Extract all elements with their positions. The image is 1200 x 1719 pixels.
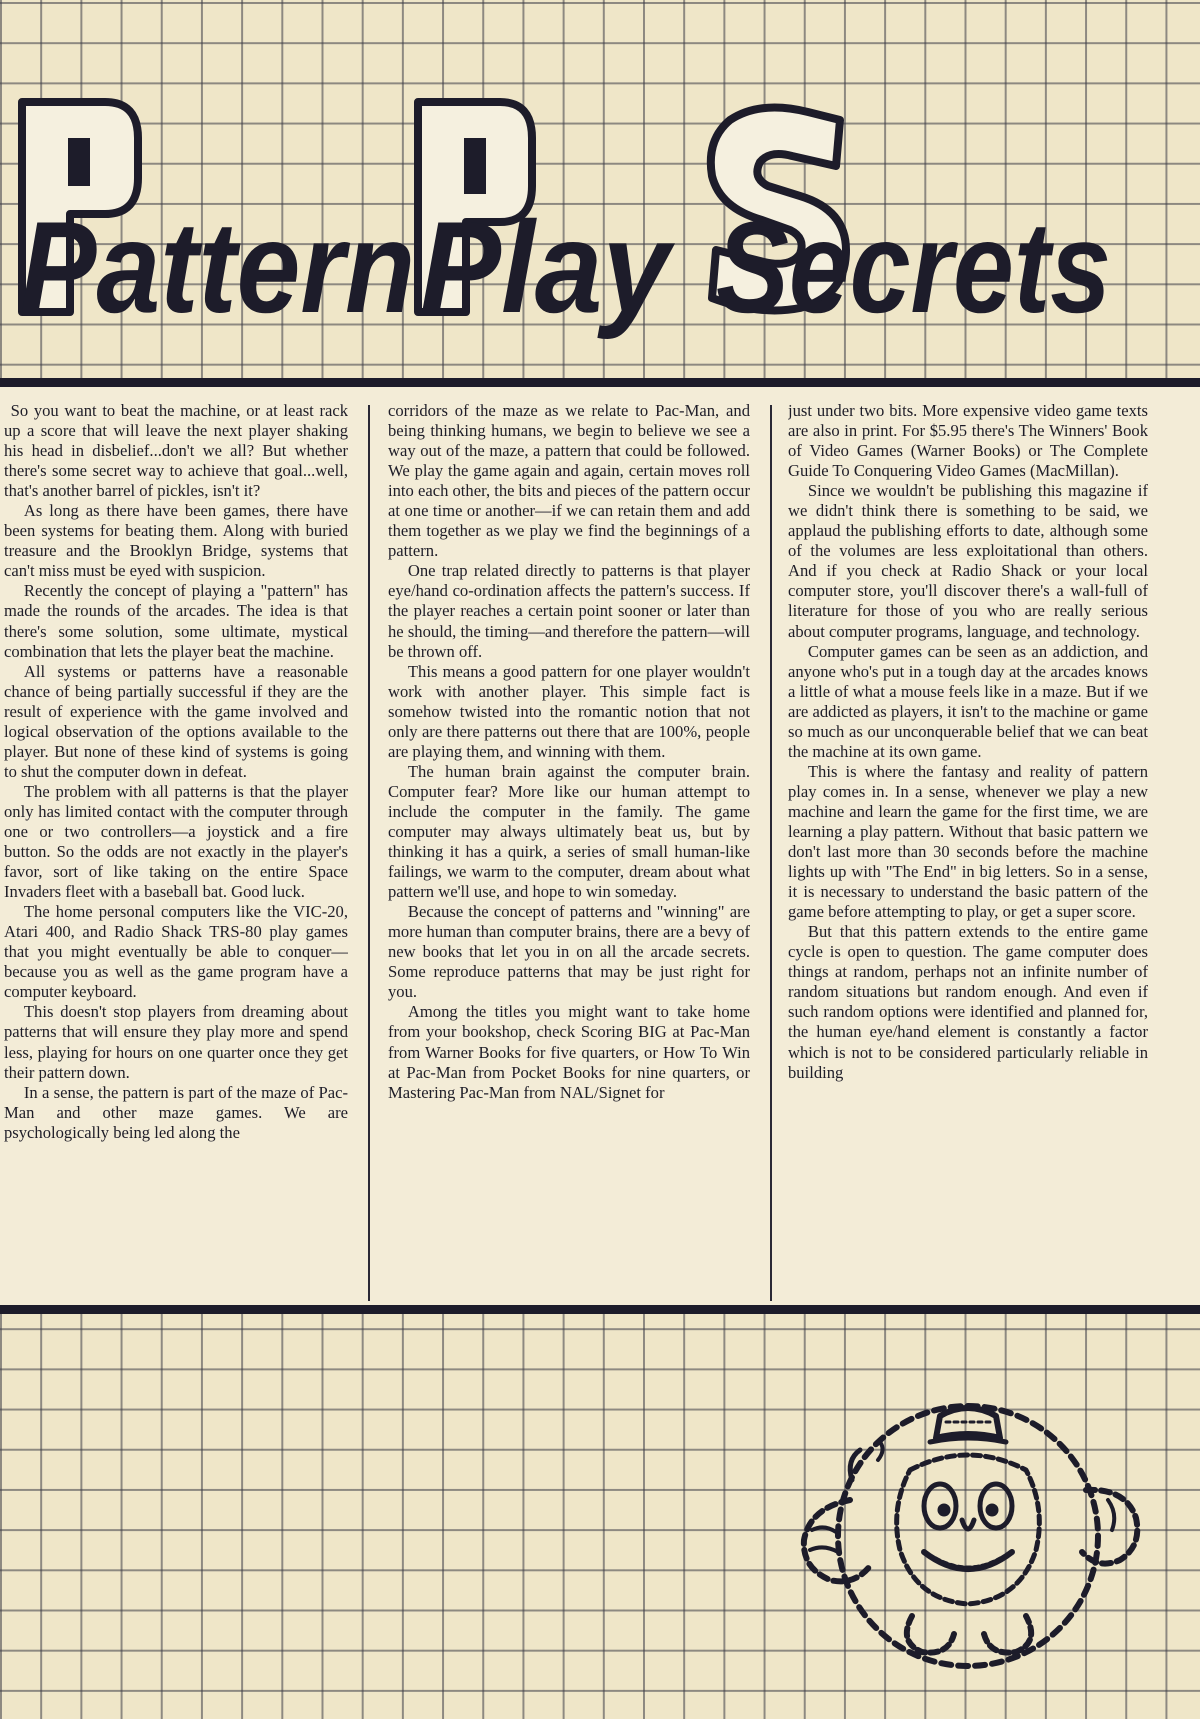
bottom-rule bbox=[0, 1305, 1200, 1314]
paragraph: Since we wouldn't be publishing this magazine if we didn't think there is something to be said, we applaud the publishing efforts to date, although some of the volumes are less exploitational than others. And if you check at Radio Shack or your local computer store, you'll discover there's a wall-full of literature for those of you who are really serious about computer programs, language, and technology. bbox=[788, 481, 1148, 641]
top-rule bbox=[0, 378, 1200, 387]
paragraph: corridors of the maze as we relate to Pac-Man, and being thinking humans, we begin to believe we see a way out of the maze, a pattern that could be followed. We play the game again and again, certain moves roll into each other, the bits and pieces of the pattern occur at one time or another—if we can retain them and add them together as we play we find the beginnings of a pattern. bbox=[388, 401, 750, 561]
paragraph: This means a good pattern for one player wouldn't work with another player. This simple fact is somehow twisted into the romantic notion that not only are there patterns out there that are 100%, people are playing them, and winning with them. bbox=[388, 661, 750, 761]
paragraph: As long as there have been games, there have been systems for beating them. Along with buried treasure and the Brooklyn Bridge, systems that can't miss must be eyed with suspicion. bbox=[4, 501, 348, 581]
headline-svg bbox=[0, 90, 1200, 380]
paragraph: Computer games can be seen as an addiction, and anyone who's put in a tough day at the arcades knows a little of what a mouse feels like in a maze. But if we are addicted as players, it isn't to the machine or game so much as our unconquerable belief that we can beat the machine at its own game. bbox=[788, 641, 1148, 761]
column-divider bbox=[368, 405, 370, 1301]
paragraph: This is where the fantasy and reality of pattern play comes in. In a sense, whenever we play a new machine and learn the game for the first time, we are learning a play pattern. Without that basic pattern we don't last more than 30 seconds before the machine lights up with "The End" in big letters. So in a sense, it is necessary to understand the basic pattern of the game before attempting to play, or get a super score. bbox=[788, 761, 1148, 922]
pac-man-character-icon bbox=[790, 1390, 1150, 1680]
headline bbox=[0, 90, 1200, 380]
paragraph: Among the titles you might want to take home from your bookshop, check Scoring BIG at Pac-Man from Warner Books for five quarters, or How To Win at Pac-Man from Pocket Books for nine quarters, or Mastering Pac-Man from NAL/Signet for bbox=[388, 1002, 750, 1102]
article-column-1 bbox=[4, 401, 348, 1301]
paragraph: So you want to beat the machine, or at least rack up a score that will leave the next player shaking his head in disbelief...don't we all? But whether there's some secret way to achieve that goal...well, that's another barrel of pickles, isn't it? bbox=[4, 401, 348, 501]
paragraph: just under two bits. More expensive video game texts are also in print. For $5.95 there's The Winners' Book of Video Games (Warner Books) or The Complete Guide To Conquering Video Games (MacMillan). bbox=[788, 401, 1148, 481]
column-divider bbox=[770, 405, 772, 1301]
paragraph: Recently the concept of playing a "pattern" has made the rounds of the arcades. The idea is that there's some solution, some ultimate, mystical combination that lets the player beat the machine. bbox=[4, 581, 348, 661]
paragraph: The human brain against the computer brain. Computer fear? More like our human attempt to include the computer in the family. The game computer may always ultimately beat us, but by thinking it has a quirk, a series of small human-like failings, we warm to the computer, dream about what pattern we'll use, and hope to win someday. bbox=[388, 761, 750, 902]
article-column-3 bbox=[788, 401, 1148, 1301]
paragraph: This doesn't stop players from dreaming about patterns that will ensure they play more and spend less, playing for hours on one quarter once they get their pattern down. bbox=[4, 1002, 348, 1082]
headline-word-2: Play bbox=[420, 194, 676, 340]
paragraph: In a sense, the pattern is part of the maze of Pac-Man and other maze games. We are psychologically being led along the bbox=[4, 1082, 348, 1142]
paragraph: Because the concept of patterns and "winning" are more human than computer brains, there are a bevy of new books that let you in on all the arcade secrets. Some reproduce patterns that may be just right for you. bbox=[388, 902, 750, 1002]
article-column-2 bbox=[388, 401, 750, 1301]
paragraph: The problem with all patterns is that the player only has limited contact with the computer through one or two controllers—a joystick and a fire button. So the odds are not exactly in the player's favor, sort of like taking on the entire Space Invaders fleet with a baseball bat. Good luck. bbox=[4, 781, 348, 902]
headline-word-1: Pattern bbox=[20, 194, 415, 340]
paragraph: All systems or patterns have a reasonable chance of being partially successful if they are the result of experience with the game involved and logical observation of the options available to the player. But none of these kind of systems is going to shut the computer down in defeat. bbox=[4, 661, 348, 781]
headline-word-3: Secrets bbox=[716, 194, 1111, 340]
paragraph: One trap related directly to patterns is that player eye/hand co-ordination affects the pattern's success. If the player reaches a certain point sooner or later than he should, the timing—and therefore the pattern—will be thrown off. bbox=[388, 561, 750, 661]
paragraph: But that this pattern extends to the entire game cycle is open to question. The game computer does things at random, perhaps not an infinite number of random situations but random enough. And even if such random options were identified and planned for, the human eye/hand element is constantly a factor which is not to be considered particularly reliable in building bbox=[788, 922, 1148, 1082]
paragraph: The home personal computers like the VIC-20, Atari 400, and Radio Shack TRS-80 play games that you might eventually be able to conquer—because you as well as the game program have a computer keyboard. bbox=[4, 902, 348, 1002]
article-body bbox=[0, 387, 1200, 1305]
